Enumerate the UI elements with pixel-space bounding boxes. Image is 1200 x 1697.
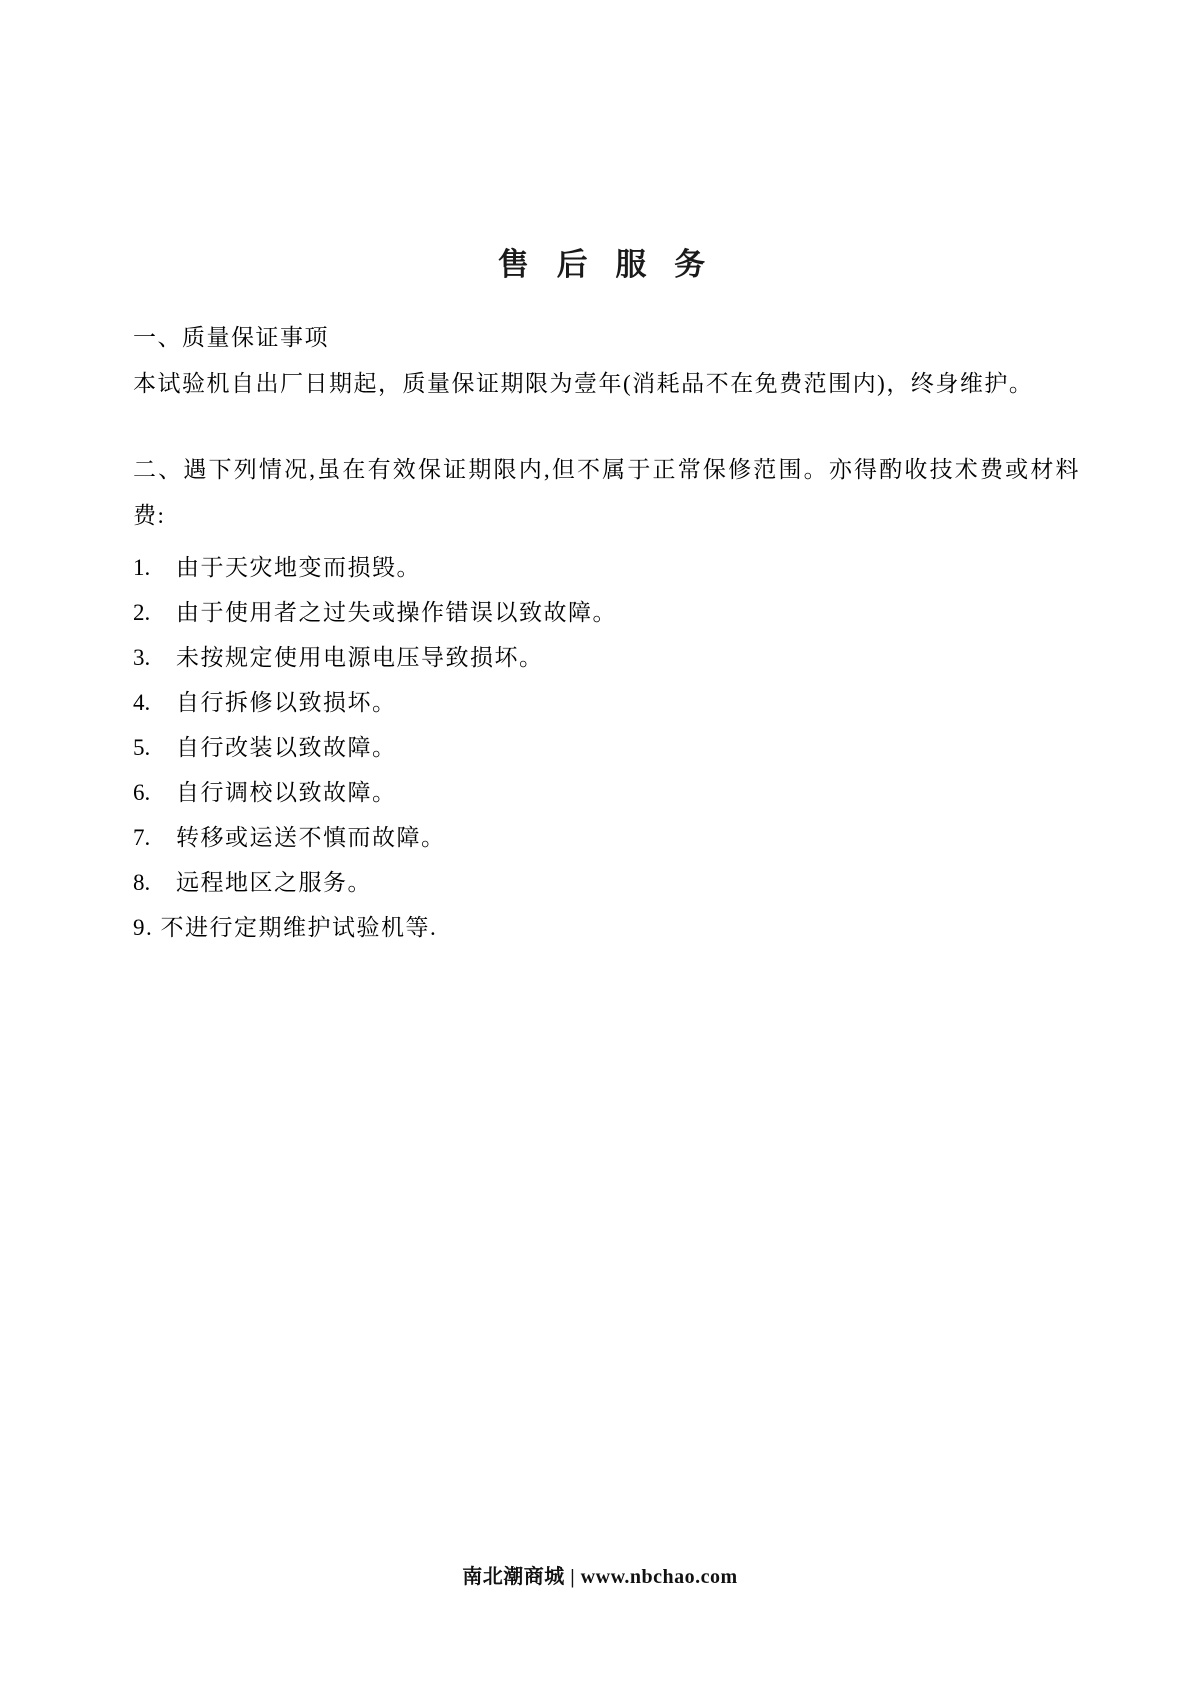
list-item-text: 由于使用者之过失或操作错误以致故障。 [176, 600, 617, 625]
list-item-number: 7. [133, 825, 151, 850]
list-item-number: 5. [133, 735, 151, 760]
list-item [133, 860, 1080, 905]
page-title: 售 后 服 务 [497, 247, 716, 282]
list-item-number: 3. [133, 645, 151, 670]
list-item-text: 自行拆修以致损坏。 [176, 690, 397, 715]
list-item [133, 590, 1080, 635]
list-item-number: 1. [133, 555, 151, 580]
list-item [133, 635, 1080, 680]
list-item-number: 8. [133, 870, 151, 895]
list-item-text: 未按规定使用电源电压导致损坏。 [176, 645, 544, 670]
list-item-number: 2. [133, 600, 151, 625]
footer-watermark: 南北潮商城 | www.nbchao.com [462, 1566, 738, 1588]
list-item-text: 转移或运送不慎而故障。 [176, 825, 446, 850]
list-item [133, 545, 1080, 590]
list-item-number: 6. [133, 780, 151, 805]
section1-body: 本试验机自出厂日期起，质量保证期限为壹年(消耗品不在免费范围内)，终身维护。 [133, 371, 1034, 396]
list-item-text: 自行改装以致故障。 [176, 735, 397, 760]
list-item [133, 815, 1080, 860]
exclusion-list [133, 545, 1080, 950]
list-item [133, 725, 1080, 770]
list-item-text: 远程地区之服务。 [176, 870, 372, 895]
list-item-text: 自行调校以致故障。 [176, 780, 397, 805]
section2-heading: 二、遇下列情况,虽在有效保证期限内,但不属于正常保修范围。亦得酌收技术费或材料费: [133, 457, 1080, 528]
list-item-9: 9. 不进行定期维护试验机等. [133, 915, 438, 940]
list-item-number: 4. [133, 690, 151, 715]
list-item [133, 680, 1080, 725]
list-item [133, 770, 1080, 815]
list-item-text: 由于天灾地变而损毁。 [176, 555, 421, 580]
section1-heading: 一、质量保证事项 [133, 325, 329, 350]
